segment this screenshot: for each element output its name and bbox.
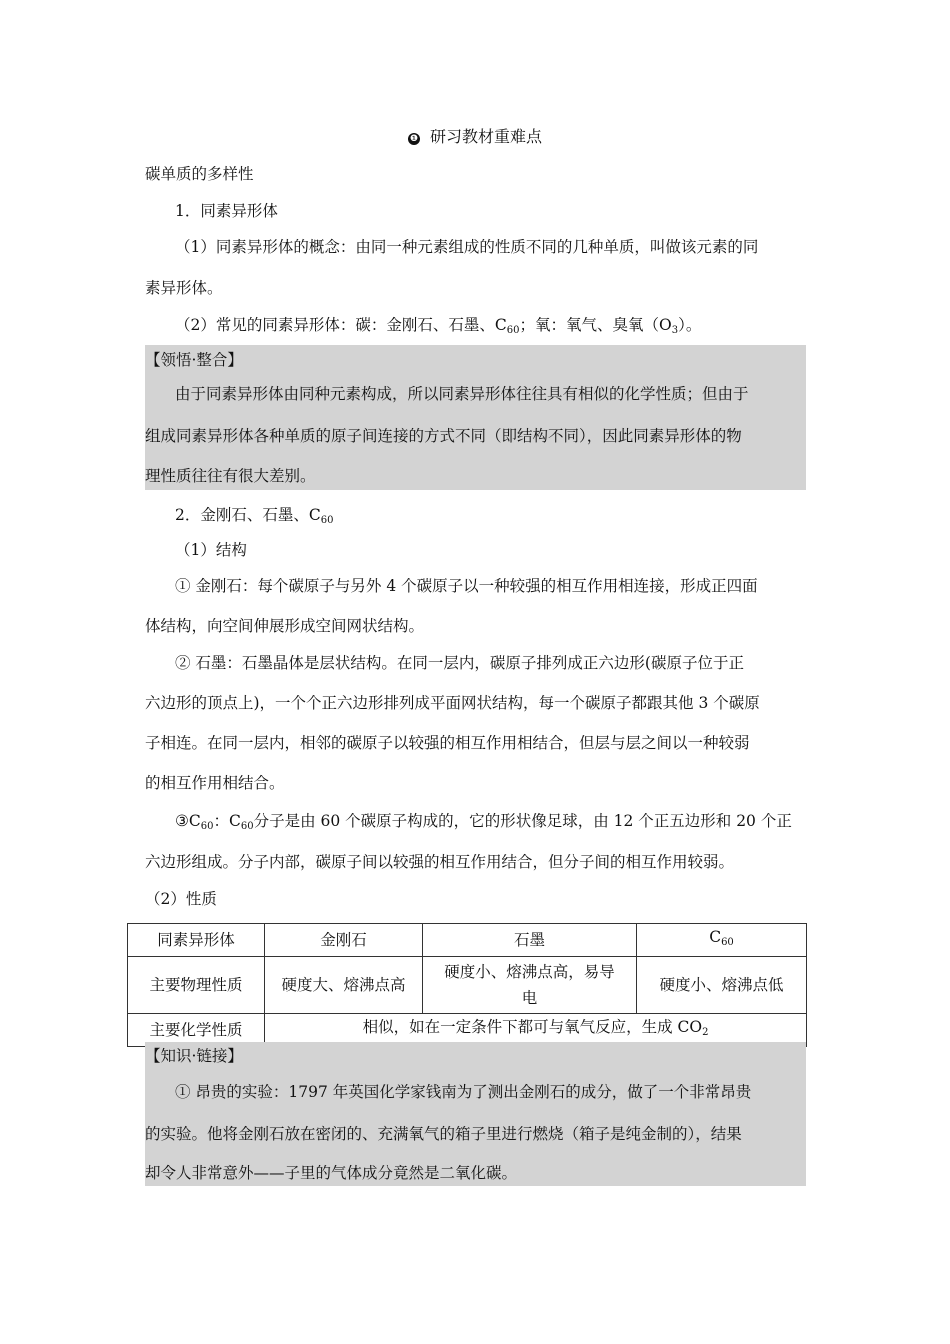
insight-box-heading: 【领悟·整合】 bbox=[145, 351, 243, 369]
properties-table bbox=[127, 923, 807, 1047]
paragraph-line: （1）同素异形体的概念：由同一种元素组成的性质不同的几种单质，叫做该元素的同 bbox=[175, 238, 759, 256]
paragraph-line: $③C_{60}$：$C_{60}$分子是由 60 个碳原子构成的，它的形状像足球，由 12 个正五边形和 20 个正 bbox=[175, 812, 792, 832]
table-row bbox=[128, 957, 807, 1014]
table-cell: 主要物理性质 bbox=[128, 957, 265, 1014]
table-cell: 主要化学性质 bbox=[128, 1014, 265, 1047]
paragraph-line: ② 石墨：石墨晶体是层状结构。在同一层内，碳原子排列成正六边形(碳原子位于正 bbox=[175, 654, 744, 672]
table-cell: 相似，如在一定条件下都可与氧气反应，生成 $CO_2$ bbox=[265, 1014, 807, 1047]
table-header-cell: $C_{60}$ bbox=[637, 924, 807, 957]
page-title bbox=[0, 127, 950, 147]
paragraph-line: 子相连。在同一层内，相邻的碳原子以较强的相互作用相结合，但层与层之间以一种较弱 bbox=[145, 734, 750, 752]
paragraph-line: （2）常见的同素异形体：碳：金刚石、石墨、$C_{60}$；氧：氧气、臭氧$(O_3)$。 bbox=[175, 316, 702, 336]
part2-heading: 2．金刚石、石墨、$C_{60}$ bbox=[175, 506, 334, 526]
section-title: 碳单质的多样性 bbox=[145, 165, 254, 183]
paragraph-line: 的相互作用相结合。 bbox=[145, 774, 285, 792]
properties-heading: （2）性质 bbox=[145, 890, 217, 908]
paragraph-line: 却令人非常意外——子里的气体成分竟然是二氧化碳。 bbox=[145, 1164, 518, 1182]
title-text: 研习教材重难点 bbox=[429, 127, 542, 146]
table-row bbox=[128, 924, 807, 957]
table-cell: 硬度大、熔沸点高 bbox=[265, 957, 423, 1014]
table-header-cell: 同素异形体 bbox=[128, 924, 265, 957]
paragraph-line: ① 昂贵的实验：1797 年英国化学家钱南为了测出金刚石的成分，做了一个非常昂贵 bbox=[175, 1083, 752, 1101]
paragraph-line: 素异形体。 bbox=[145, 279, 223, 297]
knowledge-link-heading: 【知识·链接】 bbox=[145, 1047, 243, 1065]
paragraph-line: 由于同素异形体由同种元素构成，所以同素异形体往往具有相似的化学性质；但由于 bbox=[175, 385, 749, 403]
structure-heading: （1）结构 bbox=[175, 541, 247, 559]
table-cell: 硬度小、熔沸点高，易导 电 bbox=[423, 957, 637, 1014]
table-header-cell: 金刚石 bbox=[265, 924, 423, 957]
paragraph-line: 体结构，向空间伸展形成空间网状结构。 bbox=[145, 617, 425, 635]
table-header-cell: 石墨 bbox=[423, 924, 637, 957]
paragraph-line: 六边形的顶点上)，一个个正六边形排列成平面网状结构，每一个碳原子都跟其他 3 个碳原 bbox=[145, 694, 760, 712]
paragraph-line: 理性质往往有很大差别。 bbox=[145, 467, 316, 485]
paragraph-line: ① 金刚石：每个碳原子与另外 4 个碳原子以一种较强的相互作用相连接，形成正四面 bbox=[175, 577, 758, 595]
numbered-circle-icon: ❶ bbox=[409, 134, 419, 144]
part1-heading: 1．同素异形体 bbox=[175, 202, 278, 220]
paragraph-line: 的实验。他将金刚石放在密闭的、充满氧气的箱子里进行燃烧（箱子是纯金制的），结果 bbox=[145, 1125, 742, 1143]
paragraph-line: 六边形组成。分子内部，碳原子间以较强的相互作用结合，但分子间的相互作用较弱。 bbox=[145, 853, 735, 871]
paragraph-line: 组成同素异形体各种单质的原子间连接的方式不同（即结构不同），因此同素异形体的物 bbox=[145, 427, 742, 445]
table-cell: 硬度小、熔沸点低 bbox=[637, 957, 807, 1014]
